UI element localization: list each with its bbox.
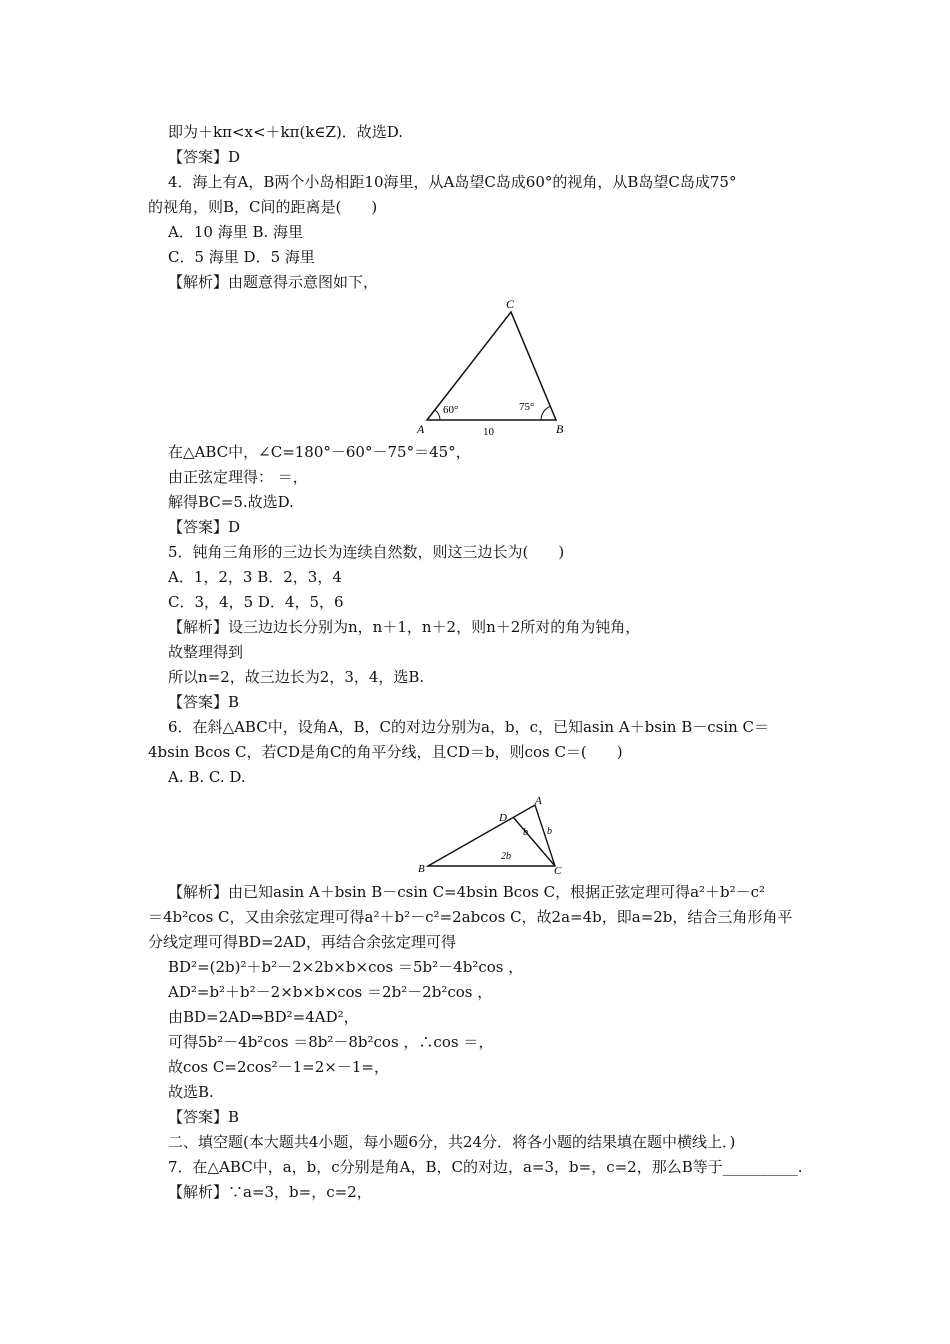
answer-line: 【答案】B — [168, 693, 240, 711]
vertex-label-b: B — [418, 863, 425, 875]
analysis-line: 【解析】由题意得示意图如下， — [168, 273, 379, 291]
answer-line: 【答案】B — [168, 1108, 240, 1126]
text-line: 分线定理可得BD=2AD，再结合余弦定理可得 — [148, 933, 457, 951]
analysis-line: 【解析】∵a=3，b=，c=2， — [168, 1183, 372, 1201]
formula-line: 由BD=2AD⇒BD²=4AD²， — [168, 1008, 359, 1026]
answer-line: 【答案】D — [168, 148, 241, 166]
formula-line: 可得5b²－4b²cos ＝8b²－8b²cos ，∴cos ＝， — [168, 1033, 494, 1051]
triangle-figure-2 — [415, 792, 570, 876]
text-line: 在△ABC中，∠C=180°－60°－75°＝45°， — [168, 443, 471, 461]
text-line: 4bsin Bcos C，若CD是角C的角平分线，且CD＝b，则cos C＝( ) — [148, 743, 623, 761]
option-line: A．1，2，3 B．2，3，4 — [168, 568, 342, 586]
analysis-line: 【解析】设三边边长分别为n，n＋1，n＋2，则n＋2所对的角为钝角， — [168, 618, 641, 636]
text-line: 即为＋kπ<x<＋kπ(k∈Z)．故选D. — [168, 123, 404, 141]
question-4: 4．海上有A，B两个小岛相距10海里，从A岛望C岛成60°的视角，从B岛望C岛成75° — [168, 173, 737, 191]
option-line: C．5 海里 D．5 海里 — [168, 248, 315, 266]
angle-label-b: 75° — [519, 401, 535, 413]
text-line: 所以n=2，故三边长为2，3，4，选B. — [168, 668, 425, 686]
text-line: 的视角，则B，C间的距离是( ) — [148, 198, 378, 216]
side-label-dc: b — [523, 827, 528, 838]
side-label-ab: 10 — [483, 426, 494, 438]
triangle-figure-1 — [410, 296, 575, 438]
formula-line: BD²=(2b)²＋b²－2×2b×b×cos ＝5b²－4b²cos ， — [168, 958, 524, 976]
analysis-line: 【解析】由已知asin A＋bsin B－csin C=4bsin Bcos C，根据正弦定理可得a²＋b²－c² — [168, 883, 766, 901]
vertex-label-a: A — [535, 795, 542, 807]
question-7: 7．在△ABC中，a，b，c分别是角A，B，C的对边，a=3，b=，c=2，那么B等于__________. — [168, 1158, 803, 1176]
angle-label-a: 60° — [443, 404, 459, 416]
vertex-label-c: C — [554, 865, 562, 876]
text-line: 故选B. — [168, 1083, 214, 1101]
question-6: 6．在斜△ABC中，设角A，B，C的对边分别为a，b，c，已知asin A＋bsin B－csin C＝ — [168, 718, 770, 736]
text-line: ＝4b²cos C，又由余弦定理可得a²＋b²－c²=2abcos C，故2a=4b，即a=2b，结合三角形角平 — [148, 908, 793, 926]
option-line: A．10 海里 B. 海里 — [168, 223, 304, 241]
answer-line: 【答案】D — [168, 518, 241, 536]
side-label-bd: 2b — [501, 851, 511, 862]
option-line: A. B. C. D. — [168, 768, 246, 786]
option-line: C．3，4，5 D．4，5，6 — [168, 593, 344, 611]
vertex-label-d: D — [499, 812, 507, 824]
question-5: 5．钝角三角形的三边长为连续自然数，则这三边长为( ) — [168, 543, 565, 561]
side-label-ac: b — [547, 826, 552, 837]
vertex-label-a: A — [417, 422, 425, 436]
vertex-label-b: B — [556, 422, 564, 436]
text-line: 故整理得到 — [168, 643, 244, 661]
vertex-label-c: C — [506, 297, 515, 311]
text-line: 由正弦定理得： ＝， — [168, 468, 308, 486]
section-heading: 二、填空题(本大题共4小题，每小题6分，共24分．将各小题的结果填在题中横线上．) — [168, 1133, 736, 1151]
formula-line: 故cos C=2cos²－1=2×－1=， — [168, 1058, 389, 1076]
text-line: 解得BC=5.故选D. — [168, 493, 294, 511]
formula-line: AD²=b²＋b²－2×b×b×cos ＝2b²－2b²cos ， — [168, 983, 493, 1001]
